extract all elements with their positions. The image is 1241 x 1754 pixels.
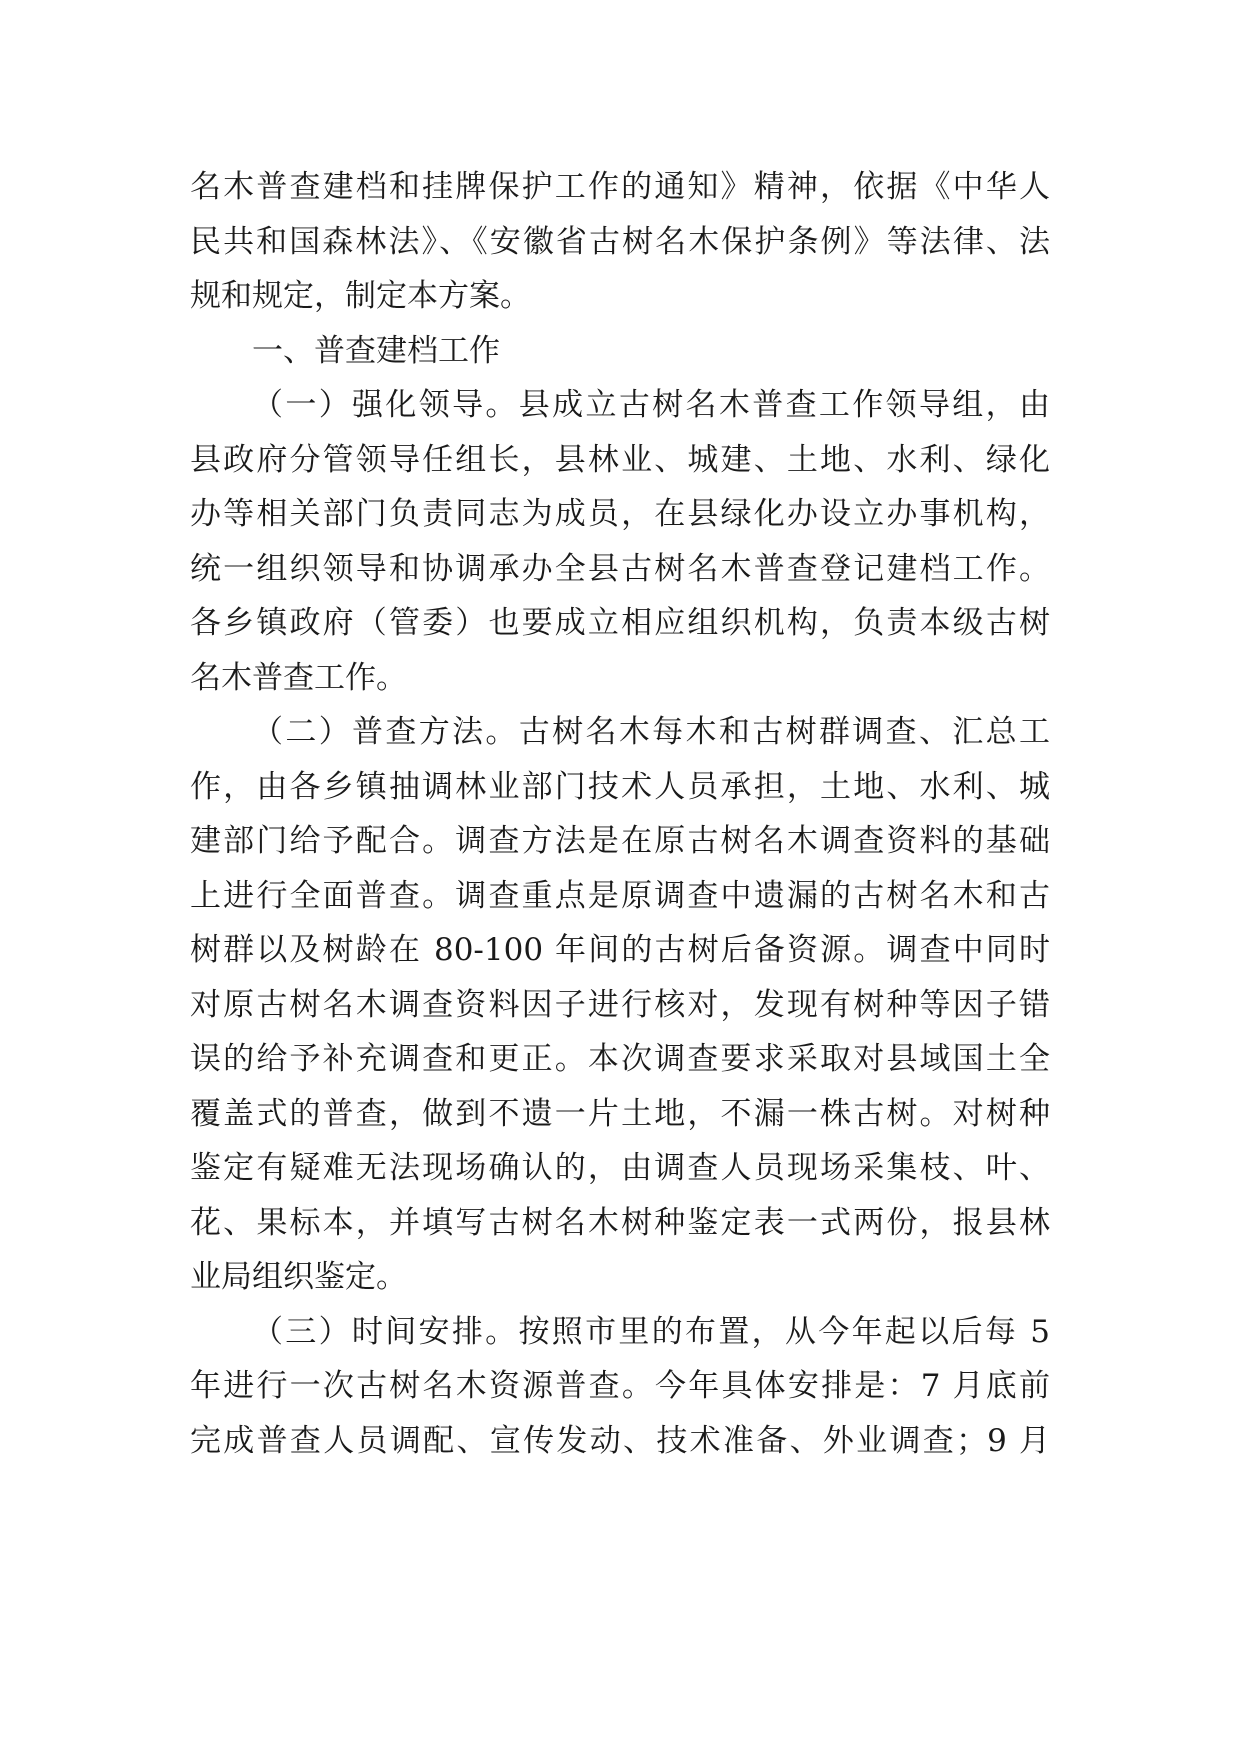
text-line: 对原古树名木调查资料因子进行核对，发现有树种等因子错 (190, 986, 1050, 1023)
body-text (190, 160, 1050, 1468)
section-heading: 一、普查建档工作 (252, 332, 500, 369)
text-line: 建部门给予配合。调查方法是在原古树名木调查资料的基础 (190, 823, 1050, 859)
text-line: （二）普查方法。古树名木每木和古树群调查、汇总工 (252, 714, 1050, 750)
text-line: 覆盖式的普查，做到不遗一片土地，不漏一株古树。对树种 (190, 1095, 1050, 1132)
text-line: 名木普查建档和挂牌保护工作的通知》精神，依据《中华人 (190, 169, 1050, 205)
text-line: 年进行一次古树名木资源普查。今年具体安排是：7 月底前 (190, 1368, 1050, 1404)
text-line: 完成普查人员调配、宣传发动、技术准备、外业调查；9 月 (190, 1422, 1050, 1459)
text-line: 民共和国森林法》、《安徽省古树名木保护条例》等法律、法 (190, 223, 1050, 260)
text-line: 统一组织领导和协调承办全县古树名木普查登记建档工作。 (190, 550, 1050, 587)
text-line: 误的给予补充调查和更正。本次调查要求采取对县域国土全 (190, 1041, 1050, 1077)
text-line: 各乡镇政府（管委）也要成立相应组织机构，负责本级古树 (190, 605, 1050, 641)
text-line: 鉴定有疑难无法现场确认的，由调查人员现场采集枝、叶、 (190, 1150, 1050, 1186)
text-line: 花、果标本，并填写古树名木树种鉴定表一式两份，报县林 (190, 1204, 1050, 1241)
text-line: 名木普查工作。 (190, 659, 407, 696)
text-line: 办等相关部门负责同志为成员，在县绿化办设立办事机构， (190, 496, 1050, 532)
text-line: 作，由各乡镇抽调林业部门技术人员承担，土地、水利、城 (190, 768, 1050, 805)
text-line: 上进行全面普查。调查重点是原调查中遗漏的古树名木和古 (190, 877, 1050, 914)
text-line: （三）时间安排。按照市里的布置，从今年起以后每 5 (252, 1313, 1050, 1350)
text-line: （一）强化领导。县成立古树名木普查工作领导组，由 (252, 387, 1050, 423)
text-line: 树群以及树龄在 80-100 年间的古树后备资源。调查中同时 (190, 932, 1050, 968)
text-line: 业局组织鉴定。 (190, 1259, 407, 1295)
text-line: 规和规定，制定本方案。 (190, 278, 531, 314)
text-line: 县政府分管领导任组长，县林业、城建、土地、水利、绿化 (190, 441, 1050, 478)
